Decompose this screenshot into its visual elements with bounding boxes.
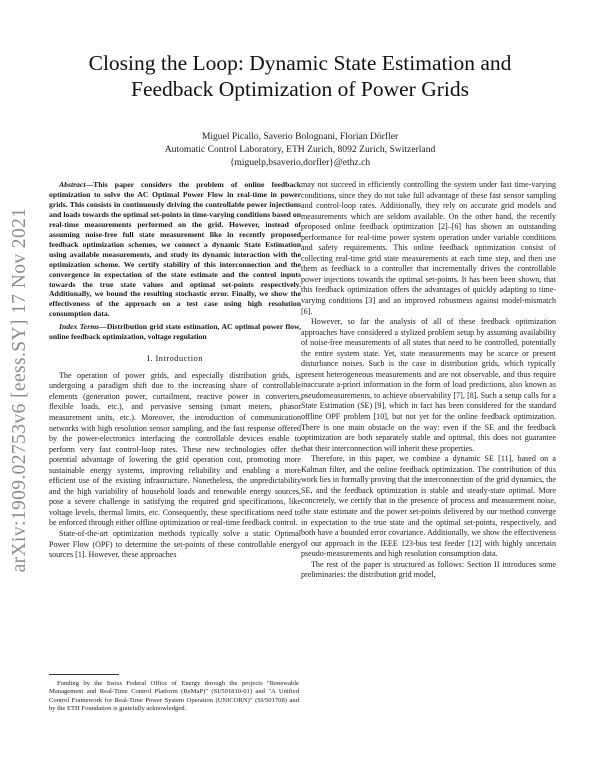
right-column xyxy=(301,180,556,581)
abstract xyxy=(49,180,301,319)
section-heading-introduction: I. Introduction xyxy=(147,354,203,364)
affiliation: Automatic Control Laboratory, ETH Zurich, 8092 Zurich, Switzerland xyxy=(164,144,436,155)
footnote-rule xyxy=(49,674,119,675)
author-names: Miguel Picallo, Saverio Bolognani, Florian Dörfler xyxy=(201,131,399,142)
index-terms-text: —Distribution grid state estimation, AC optimal power flow, online feedback optimization, voltage regulation xyxy=(49,322,302,342)
right-paragraph-1: may not succeed in efficiently controlling the system under fast time-varying conditions, since they do not take full advantage of these fast sensor sampling and control-loop rates. Additionally, they rely on accurate grid models and measurements which are seldom available. On the other hand, the recently proposed online feedback optimization [2]–[6] has shown an outstanding performance for real-time power system operation under variable conditions and safety requirements. This online feedback optimization consist of collecting real-time grid state measurements at each time step, and then use them as feedback to a controller that incrementally drives the controllable power injections towards the optimal set-points. It has been been shown, that this feedback optimization offers the advantages of quickly adapting to time-varying conditions [3] and an improved robustness against model-mismatch [6]. xyxy=(301,180,556,316)
arxiv-watermark-text: arXiv:1909.02753v6 [eess.SY] 17 Nov 2021 xyxy=(9,207,30,573)
index-terms-label: Index Terms xyxy=(59,322,100,332)
right-paragraph-4: The rest of the paper is structured as follows: Section II introduces some preliminaries: the distribution grid model, xyxy=(301,559,556,580)
index-terms xyxy=(49,322,301,342)
intro-paragraph-2: State-of-the-art optimization methods typically solve a static Optimal Power Flow (OPF) to determine the set-points of these controllable energy sources [1]. However, these approaches xyxy=(49,529,301,560)
right-paragraph-3: Therefore, in this paper, we combine a dynamic SE [11], based on a Kalman filter, and the online feedback optimization. The contribution of this work lies in formally proving that the interconnection of the grid dynamics, the SE, and the feedback optimization is stable and steady-state optimal. More concretely, we certify that in the presence of process and measurement noise, the state estimate and the power set-points delivered by our method converge in expectation to the true state and the optimal set-points, respectively, and both have a bounded error covariance. Additionally, we show the effectiveness of our approach in the IEEE 123-bus test feeder [12] with highly uncertain pseudo-measurements and high resolution consumption data. xyxy=(301,454,556,559)
abstract-text: —This paper considers the problem of online feedback optimization to solve the AC Optimal Power Flow in real-time in power grids. This consists in continuously driving the controllable power injections and loads towards the optimal set-points in time-varying conditions based on real-time measurements performed on the grid. However, instead of assuming noise-free full state measurement like in recently proposed feedback optimization schemes, we connect a dynamic State Estimation using available measurements, and study its dynamic interaction with the optimization scheme. We certify stability of this interconnection and the convergence in expectation of the state estimate and the control inputs towards the true state values and optimal set-points respectively. Additionally, we bound the resulting stochastic error. Finally, we show the effectiveness of the approach on a test case using high resolution consumption data. xyxy=(49,180,301,319)
intro-paragraph-1: The operation of power grids, and especially distribution grids, is undergoing a paradigm shift due to the increasing share of controllable elements (generation power, curtailment, reactive power in converters, flexible loads, etc.), and pervasive sensing (smart meters, phasor measurement units, etc.). Moreover, the introduction of communication networks with high resolution sensor sampling, and the fast response offered by the power-electronics interfacing the controllable devices enable to perform very fast control-loop rates. These new technologies offer the potential advantage of lowering the grid operation cost, promoting more sustainable energy systems, improving reliability and enabling a more efficient use of the existing infrastructure. Nonetheless, the unpredictability and the high variability of household loads and renewable energy sources, pose a severe challenge in satisfying the required grid specifications, like voltage levels, thermal limits, etc. Consequently, these specifications need to be enforced through either offline optimization or real-time feedback control. xyxy=(49,370,301,528)
title-line-2: Feedback Optimization of Power Grids xyxy=(131,77,469,101)
funding-footnote xyxy=(49,680,299,713)
author-emails: {miguelp,bsaverio,dorfler}@ethz.ch xyxy=(229,157,371,168)
arxiv-watermark xyxy=(6,190,34,590)
abstract-label: Abstract xyxy=(59,180,86,189)
paper-title xyxy=(40,50,560,102)
author-block xyxy=(40,130,560,169)
footnote-text: Funding by the Swiss Federal Office of Energy through the projects "Renewable Management and Real-Time Control Platform (ReMaP)" (SI/501810-01) and "A Unified Control Framework for Real-Time Power System Operation (UNICORN)" (SI/501708) and by the ETH Foundation is gratefully acknowledged. xyxy=(49,680,299,712)
right-paragraph-2: However, so far the analysis of all of these feedback optimization approaches have considered a stylized problem setup by assuming availability of noise-free measurements of all states that need to be controlled, potentially the entire system state. Yet, state measurements may be scarce or present disturbance noises. Such is the case in distribution grids, which typically present heterogeneous measurements and are not observable, and thus require inaccurate a-priori information in the form of load predictions, also known as pseudomeasurements, to achieve observability [7], [8]. Such a setup calls for a State Estimation (SE) [9], which in fact has been considered for the standard offline OPF problem [10], but not yet for the online feedback optimization. There is one main obstacle on the way: even if the SE and the feedback optimization are both separately stable and optimal, this does not guarantee that their interconnection will inherit these properties. xyxy=(301,317,556,453)
title-line-1: Closing the Loop: Dynamic State Estimation and xyxy=(88,51,512,75)
left-column xyxy=(49,180,301,561)
